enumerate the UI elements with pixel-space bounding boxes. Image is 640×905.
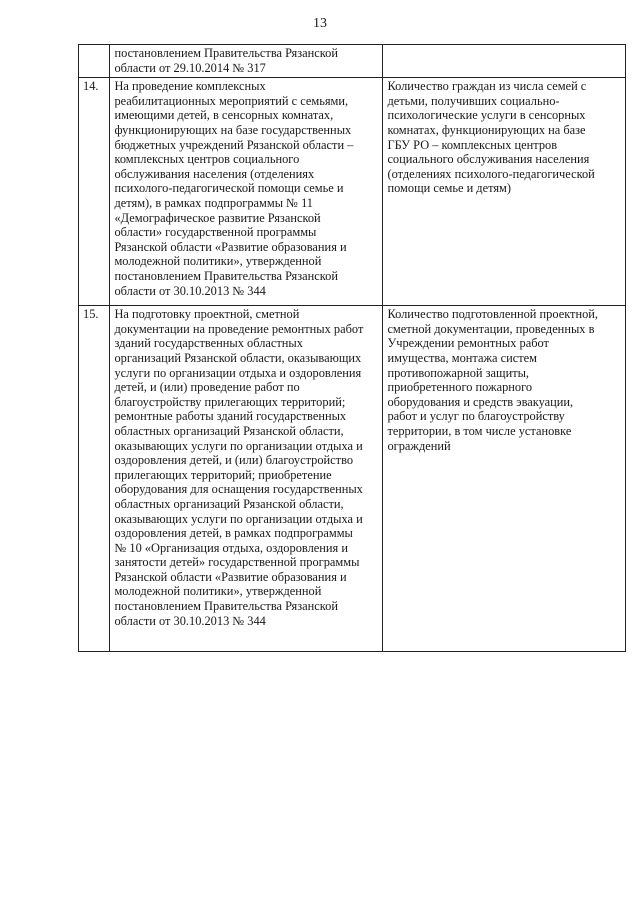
table-row — [79, 78, 626, 306]
row-description-text: На проведение комплексных реабилитационных мероприятий с семьями, имеющими детей, в сенсорных комнатах, функционирующих на базе государственных бюджетных учреждений Рязанской области – комплексных центров социального обслуживания населения (отделениях психолого-педагогической помощи семье и детям), в рамках подпрограммы № 11 «Демографическое развитие Рязанской области» государственной программы Рязанской области «Развитие образования и молодежной политики», утвержденной постановлением Правительства Рязанской области от 30.10.2013 № 344 — [114, 79, 354, 298]
row-description-text: постановлением Правительства Рязанской области от 29.10.2014 № 317 — [114, 46, 338, 75]
row-indicator-cell — [383, 45, 626, 78]
table-row — [79, 306, 626, 652]
row-number-cell — [79, 45, 110, 78]
row-description-text: На подготовку проектной, сметной документации на проведение ремонтных работ зданий государственных областных организаций Рязанской области, оказывающих услуги по организации отдыха и оздоровления детей, и (или) проведение работ по благоустройству прилегающих территорий; ремонтные работы зданий государственных областных организаций Рязанской области, оказывающих услуги по организации отдыха и оздоровления детей, и (или) благоустройство прилегающих территорий; приобретение оборудования для оснащения государственных областных организаций Рязанской области, оказывающих услуги по организации отдыха и оздоровления детей, в рамках подпрограммы № 10 «Организация отдыха, оздоровления и занятости детей» государственной программы Рязанской области «Развитие образования и молодежной политики», утвержденной постановлением Правительства Рязанской области от 30.10.2013 № 344 — [114, 307, 364, 628]
row-description-cell — [110, 306, 383, 652]
table-row — [79, 45, 626, 78]
row-indicator-cell — [383, 306, 626, 652]
row-number-cell: 14. — [79, 78, 110, 306]
row-indicator-text: Количество подготовленной проектной, сметной документации, проведенных в Учреждении ремонтных работ имущества, монтажа систем противопожарной защиты, приобретенного пожарного оборудования и средств эвакуации, работ и услуг по благоустройству территории, в том числе установке ограждений — [387, 307, 599, 453]
subsidy-table — [78, 44, 626, 652]
row-description-cell — [110, 78, 383, 306]
page-number: 13 — [313, 16, 327, 31]
row-description-cell — [110, 45, 383, 78]
row-indicator-cell — [383, 78, 626, 306]
row-indicator-text: Количество граждан из числа семей с детьми, получивших социально- психологические услуги в сенсорных комнатах, функционирующих на базе ГБУ РО – комплексных центров социального обслуживания населения (отделениях психолого-педагогической помощи семье и детям) — [387, 79, 595, 196]
row-number-cell: 15. — [79, 306, 110, 652]
